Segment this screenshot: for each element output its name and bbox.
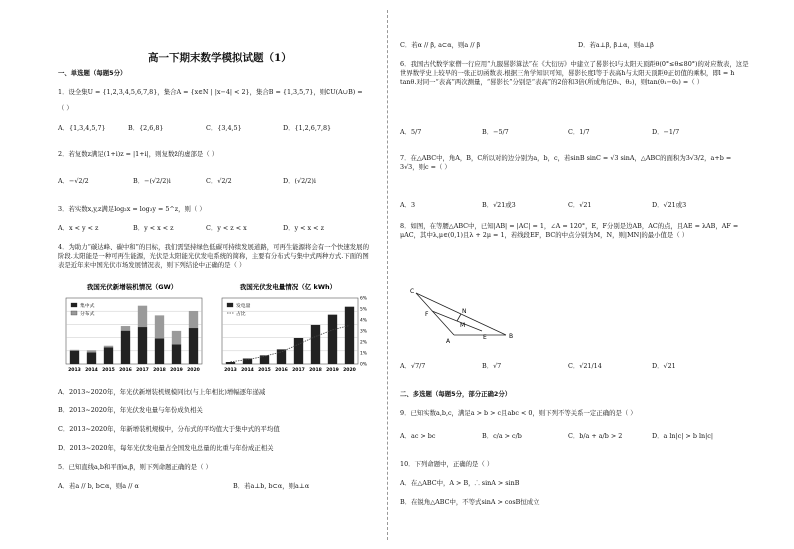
q9-stem: 9．已知实数a,b,c，满足a > b > c且abc < 0，则下列不等关系一定正确的是（ ） <box>400 409 637 417</box>
legend-label: 集中式 <box>80 304 95 309</box>
q2-option-b: B．−(√2/2)i <box>133 177 171 185</box>
q10-stem: 10．下列命题中，正确的是（ ） <box>400 460 494 468</box>
q3-option-d: D．y < x < z <box>283 224 324 232</box>
label-a: A <box>446 338 451 345</box>
section-1-heading: 一、单选题（每题5分） <box>58 69 127 77</box>
x-tick-label: 2015 <box>258 368 271 373</box>
chart-title: 我国光伏发电量情况（亿 kWh） <box>239 283 337 291</box>
x-tick-label: 2020 <box>343 368 356 373</box>
q4-option-c: C．2013~2020年，年新增装机规模中，分布式的平均值大于集中式的平均值 <box>58 425 280 433</box>
q3-option-a: A．x < y < z <box>58 224 99 232</box>
y2-tick-label: 4% <box>360 318 367 324</box>
q6-option-b: B．−5/7 <box>482 128 509 136</box>
q8-option-d: D．√21 <box>652 362 676 370</box>
q7-option-d: D．√21或3 <box>652 201 687 209</box>
q4-option-d: D．2013~2020年，每年光伏发电量占全国发电总量的比重与年份成正相关 <box>58 444 274 452</box>
column-divider <box>387 10 388 540</box>
q8-stem: 8．如图，在等腰△ABC中，已知|AB| = |AC| = 1，∠A = 120°，E，F分别是边AB，AC的点，且AE = λAB，AF = μAC，其中λ,μ∈(0,1)且λ + 2μ = 1，若线段EF，BC的中点分别为M，N，则|MN|的最小值是（ ） <box>400 222 739 239</box>
bar-generation <box>328 315 337 364</box>
q6-option-c: C．1/7 <box>568 128 590 136</box>
q5-option-c: C．若α // β, a⊂α，则a // β <box>400 41 481 49</box>
bar-generation <box>345 307 354 364</box>
q6-stem: 6．我国古代数学家僧一行应用“九服晷影算法”在《大衍历》中建立了晷影长l与太阳天顶距θ(0°≤θ≤80°)的对应数表，这是世界数学史上较早的一张正切函数表.根据三角学知识可知，晷影长度l等于表高h与太阳天顶距θ正切值的乘积，即l = h tanθ.对同一“表高”两次测量，“晷影长”分别是“表高”的2倍和3倍(所成角记θ₁、θ₂)，则tan(θ₁−θ₂) =（ ） <box>400 60 749 86</box>
y2-tick-label: 0% <box>360 362 367 368</box>
q4-stem: 4．为助力“碳达峰、碳中和”的目标，我们需坚持绿色低碳可持续发展道路，可再生能源将会有一个快速发展的阶段.太阳能是一种可再生能源，光伏是太阳能光伏发电系统的简称，主要有分布式与集中式两种方式.下面的图表是近年来中国光伏市场发展情况表，则下列结论中正确的是（ ） <box>58 243 369 269</box>
bar-centralized <box>172 344 181 364</box>
q1-option-d: D．{1,2,6,7,8} <box>283 124 332 132</box>
bar-centralized <box>138 327 147 364</box>
q5-option-a: A．若a // b, b⊂α，则a // α <box>58 482 139 490</box>
bar-centralized <box>87 352 96 364</box>
q1-option-c: C．{3,4,5} <box>206 124 242 132</box>
x-tick-label: 2017 <box>136 368 149 373</box>
bar-generation <box>311 325 320 364</box>
y2-tick-label: 5% <box>360 307 367 313</box>
q4-option-b: B．2013~2020年，年光伏发电量与年份成负相关 <box>58 406 203 414</box>
x-tick-label: 2014 <box>85 368 98 373</box>
x-tick-label: 2018 <box>153 368 166 373</box>
q3-option-c: C．y < z < x <box>206 224 247 232</box>
label-b: B <box>509 333 514 340</box>
legend-label: 占比 <box>236 312 246 317</box>
q8-option-c: C．√21/14 <box>568 362 602 370</box>
bar-distributed <box>155 315 164 338</box>
bar-centralized <box>189 328 198 364</box>
q1-stem: 1．设全集U = {1,2,3,4,5,6,7,8}，集合A = {x∈N | |x−4| < 2}，集合B = {1,3,5,7}，则∁U(A∪B) = <box>58 88 363 96</box>
legend-label: 发电量 <box>236 304 251 309</box>
q5-stem: 5．已知直线a,b和平面α,β，则下列命题正确的是（ ） <box>58 463 212 471</box>
bar-centralized <box>70 351 79 364</box>
q1-option-a: A．{1,3,4,5,7} <box>58 124 106 132</box>
x-tick-label: 2013 <box>224 368 237 373</box>
q1-paren: （ ） <box>58 104 73 112</box>
x-tick-label: 2016 <box>275 368 288 373</box>
q10-option-a: A．在△ABC中，A > B，⸫ sinA > sinB <box>400 479 520 487</box>
triangle-figure <box>406 283 526 353</box>
q5-option-d: D．若a⊥β, β⊥α，则a⊥β <box>578 41 654 49</box>
bar-centralized <box>121 331 130 364</box>
x-tick-label: 2014 <box>241 368 254 373</box>
y2-tick-label: 6% <box>360 296 367 302</box>
bar-distributed <box>172 331 181 344</box>
bar-distributed <box>121 326 130 331</box>
x-tick-label: 2013 <box>68 368 81 373</box>
x-tick-label: 2019 <box>326 368 339 373</box>
legend-swatch <box>71 303 77 307</box>
q2-option-d: D．(√2/2)i <box>283 177 316 185</box>
q7-stem: 7．在△ABC中，角A，B，C所以对的边分别为a，b，c，若sinB sinC = √3 sinA，△ABC的面积为3√3/2，a+b = 3√3，则c =（ ） <box>400 154 732 171</box>
power-generation-chart <box>208 280 368 390</box>
q3-stem: 3．若实数x,y,z满足log₂x = log₃y = 5^z，则（ ） <box>58 205 206 213</box>
legend-swatch <box>227 303 233 307</box>
q7-option-c: C．√21 <box>568 201 592 209</box>
bar-generation <box>294 338 303 364</box>
q7-option-a: A．3 <box>400 201 416 209</box>
q7-option-b: B．√21或3 <box>482 201 516 209</box>
bar-generation <box>277 349 286 364</box>
page-title: 高一下期末数学模拟试题（1） <box>148 52 292 64</box>
x-tick-label: 2018 <box>309 368 322 373</box>
bar-distributed <box>70 350 79 351</box>
bar-centralized <box>155 338 164 364</box>
bar-centralized <box>104 347 113 364</box>
installed-capacity-chart <box>52 280 212 390</box>
label-n: N <box>462 308 467 315</box>
label-c: C <box>410 288 415 295</box>
q6-option-d: D．−1/7 <box>652 128 680 136</box>
q1-option-b: B．{2,6,8} <box>128 124 164 132</box>
q4-option-a: A．2013~2020年，年光伏新增装机规模同比(与上年相比)增幅逐年递减 <box>58 388 266 396</box>
bar-distributed <box>138 306 147 327</box>
chart-title: 我国光伏新增装机情况（GW） <box>86 283 178 291</box>
q8-option-b: B．√7 <box>482 362 502 370</box>
q5-option-b: B．若a⊥b, b⊂α，则a⊥α <box>233 482 310 490</box>
bar-generation <box>226 362 235 364</box>
q9-option-d: D．a ln|c| > b ln|c| <box>652 432 713 440</box>
q2-stem: 2．若复数z满足(1+i)z = |1+i|，则复数z̄的虚部是（ ） <box>58 150 219 158</box>
section-2-heading: 二、多选题（每题5分，部分正确2分） <box>400 390 512 398</box>
x-tick-label: 2020 <box>187 368 200 373</box>
y2-tick-label: 2% <box>360 340 367 346</box>
legend-label: 分布式 <box>80 312 95 317</box>
q8-option-a: A．√7/7 <box>400 362 426 370</box>
x-tick-label: 2019 <box>170 368 183 373</box>
label-m: M <box>460 322 466 329</box>
bar-distributed <box>87 350 96 352</box>
bar-distributed <box>104 346 113 348</box>
q10-option-b: B．在锐角△ABC中，不等式sinA > cosB恒成立 <box>400 498 540 506</box>
q9-option-a: A．ac > bc <box>400 432 436 440</box>
q2-option-c: C．√2/2 <box>206 177 232 185</box>
q9-option-c: C．b/a + a/b > 2 <box>568 432 623 440</box>
q6-option-a: A．5/7 <box>400 128 422 136</box>
y2-tick-label: 3% <box>360 329 367 335</box>
y2-tick-label: 1% <box>360 351 367 357</box>
q9-option-b: B．c/a > c/b <box>482 432 522 440</box>
bar-distributed <box>189 311 198 328</box>
q3-option-b: B．y < x < z <box>133 224 174 232</box>
x-tick-label: 2015 <box>102 368 115 373</box>
x-tick-label: 2017 <box>292 368 305 373</box>
q2-option-a: A．−√2/2 <box>58 177 89 185</box>
label-f: F <box>425 311 429 318</box>
legend-swatch <box>71 311 77 315</box>
x-tick-label: 2016 <box>119 368 132 373</box>
label-e: E <box>483 334 487 341</box>
